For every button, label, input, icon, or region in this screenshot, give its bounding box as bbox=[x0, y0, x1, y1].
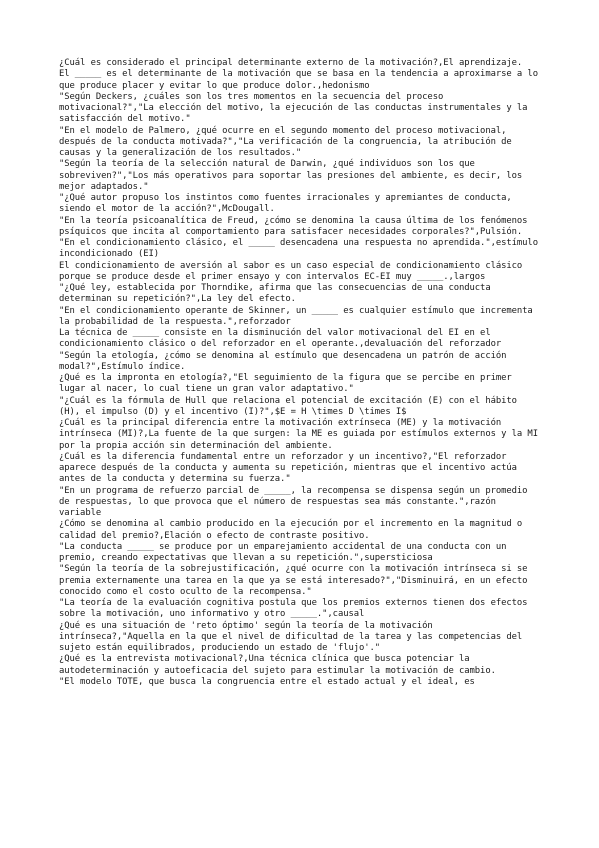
text-line: "En el condicionamiento clásico, el _____ desencadena una respuesta no aprendida.",estímulo incondicionado (EI) bbox=[59, 238, 544, 260]
text-line: "¿Cuál es la fórmula de Hull que relaciona el potencial de excitación (E) con el hábito (H), el impulso (D) y el incentivo (I)?",$E = H \times D \times I$ bbox=[59, 395, 523, 417]
text-line: ¿Qué es la entrevista motivacional?,Una técnica clínica que busca potenciar la autodeterminación y autoeficacia del sujeto para estimular la motivación de cambio. bbox=[59, 654, 496, 676]
text-line: ¿Qué es la impronta en etología?,"El seguimiento de la figura que se percibe en primer lugar al nacer, lo cual tiene un gran valor adaptativo." bbox=[59, 373, 517, 395]
text-line: ¿Cuál es considerado el principal determinante externo de la motivación?,El aprendizaje. bbox=[59, 58, 523, 68]
text-line: "En un programa de refuerzo parcial de _____, la recompensa se dispensa según un promedio de respuestas, lo que provoca que el número de respuestas sea más constante.",razón variable bbox=[59, 485, 533, 518]
text-line: "En la teoría psicoanalítica de Freud, ¿cómo se denomina la causa última de los fenómenos psíquicos que incita al comportamiento para satisfacer necesidades corporales?",Pulsión. bbox=[59, 215, 533, 237]
text-line: El condicionamiento de aversión al sabor es un caso especial de condicionamiento clásico porque se produce desde el primer ensayo y con intervalos EC-EI muy _____.,largos bbox=[59, 260, 528, 282]
text-line: ¿Cómo se denomina al cambio producido en la ejecución por el incremento en la magnitud o calidad del premio?,Elación o efecto de contraste positivo. bbox=[59, 519, 528, 541]
text-line: El _____ es el determinante de la motivación que se basa en la tendencia a aproximarse a lo que produce placer y evitar lo que produce dolor.,hedonismo bbox=[59, 69, 544, 91]
text-line: "En el modelo de Palmero, ¿qué ocurre en el segundo momento del proceso motivacional, después de la conducta motivada?","La verificación de la congruencia, la atribución de causas y la generalización de los resultados." bbox=[59, 125, 517, 158]
text-line: "Según la teoría de la sobrejustificación, ¿qué ocurre con la motivación intrínseca si se premia externamente una tarea en la que ya se está interesado?","Disminuirá, en un efecto conocido como el costo oculto de la recompensa." bbox=[59, 564, 533, 597]
text-line: "La conducta _____ se produce por un emparejamiento accidental de una conducta con un premio, creando expectativas que llevan a su repetición.",supersticiosa bbox=[59, 541, 512, 563]
document-text bbox=[59, 58, 543, 688]
text-line: "En el condicionamiento operante de Skinner, un _____ es cualquier estímulo que incrementa la probabilidad de la respuesta.",reforzador bbox=[59, 305, 538, 327]
text-line: ¿Qué es una situación de 'reto óptimo' según la teoría de la motivación intrínseca?,"Aquella en la que el nivel de dificultad de la tarea y las competencias del sujeto están equilibrados, produciendo un estado de 'flujo'." bbox=[59, 620, 528, 653]
text-line: La técnica de _____ consiste en la disminución del valor motivacional del EI en el condicionamiento clásico o del reforzador en el operante.,devaluación del reforzador bbox=[59, 328, 502, 350]
text-line: ¿Cuál es la diferencia fundamental entre un reforzador y un incentivo?,"El reforzador aparece después de la conducta y aumenta su repetición, mientras que el incentivo actúa antes de la conducta y determina su fuerza." bbox=[59, 451, 523, 485]
text-line: "Según la etología, ¿cómo se denomina al estímulo que desencadena un patrón de acción modal?",Estímulo índice. bbox=[59, 350, 512, 372]
text-line: "El modelo TOTE, que busca la congruencia entre el estado actual y el ideal, es bbox=[59, 676, 475, 687]
text-line: "Según la teoría de la selección natural de Darwin, ¿qué individuos son los que sobreviven?","Los más operativos para soportar las presiones del ambiente, es decir, los mejor adaptados." bbox=[59, 159, 528, 192]
text-line: "Según Deckers, ¿cuáles son los tres momentos en la secuencia del proceso motivacional?","La elección del motivo, la ejecución de las conductas instrumentales y la satisfacción del motivo." bbox=[59, 91, 533, 125]
text-line: "¿Qué ley, establecida por Thorndike, afirma que las consecuencias de una conducta determinan su repetición?",La ley del efecto. bbox=[59, 283, 496, 305]
text-line: ¿Cuál es la principal diferencia entre la motivación extrínseca (ME) y la motivación intrínseca (MI)?,La fuente de la que surgen: la ME es guiada por estímulos externos y la MI por la propia acción sin determinación del ambiente. bbox=[59, 418, 544, 451]
text-line: "La teoría de la evaluación cognitiva postula que los premios externos tienen dos efectos sobre la motivación, uno informativo y otro _____.",causal bbox=[59, 598, 533, 620]
text-line: "¿Qué autor propuso los instintos como fuentes irracionales y apremiantes de conducta, siendo el motor de la acción?",McDougall. bbox=[59, 193, 517, 215]
